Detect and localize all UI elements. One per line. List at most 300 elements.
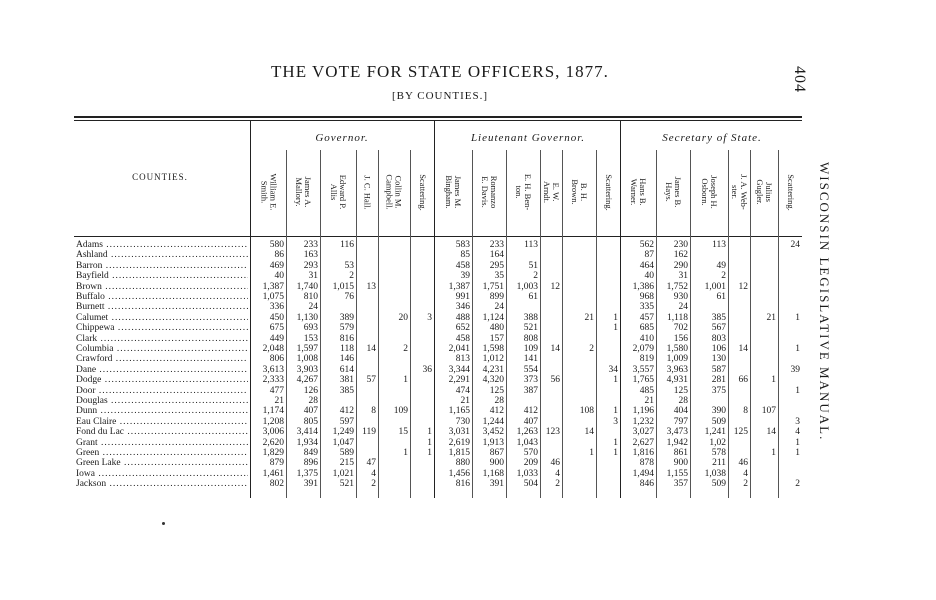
column-header-label: Joseph H. Osborn. <box>700 175 719 209</box>
vote-cell: 488 <box>455 312 470 323</box>
vote-cell: 123 <box>545 427 560 438</box>
column-header-label: Hans B. Warner. <box>629 178 648 206</box>
vote-cell: 375 <box>711 385 726 396</box>
column-header-3 <box>320 150 356 234</box>
vote-cell: 554 <box>523 364 538 375</box>
vote-cell: 879 <box>269 458 284 469</box>
vote-cell: 381 <box>339 375 354 386</box>
group-governor: Governor. <box>315 132 369 144</box>
vote-cell: 580 <box>269 240 284 250</box>
vote-cell: 1,740 <box>296 281 318 292</box>
vote-cell: 846 <box>639 479 654 490</box>
vote-cell: 35 <box>494 271 504 282</box>
vote-cell: 450 <box>269 312 284 323</box>
vote-cell: 968 <box>639 292 654 302</box>
vote-cell: 3,452 <box>482 427 504 438</box>
vote-cell: 2 <box>721 271 726 282</box>
vote-cell: 878 <box>639 458 654 469</box>
table-row-green-lake <box>74 458 802 468</box>
county-name: Brown ..... <box>76 282 248 292</box>
vote-cell: 1,174 <box>262 406 284 417</box>
vote-cell: 295 <box>489 260 504 271</box>
vote-cell: 474 <box>455 385 470 396</box>
column-header-label: James A. Mallory. <box>294 176 313 208</box>
vote-cell: 76 <box>344 292 354 302</box>
vote-cell: 1,165 <box>448 406 470 417</box>
vote-cell: 802 <box>269 479 284 490</box>
vote-cell: 209 <box>523 458 538 469</box>
vote-cell: 480 <box>489 323 504 334</box>
table-row-bayfield <box>74 271 802 281</box>
vote-cell: 896 <box>303 458 318 469</box>
vote-cell: 3,344 <box>448 364 470 375</box>
column-header-label: Edward P. Allis <box>329 174 348 210</box>
vote-cell: 36 <box>422 364 432 375</box>
vote-cell: 485 <box>639 385 654 396</box>
vote-cell: 587 <box>711 364 726 375</box>
vote-cell: 21 <box>644 396 654 406</box>
vote-cell: 2 <box>795 479 800 490</box>
vote-cell: 1,942 <box>666 437 688 448</box>
column-header-10 <box>540 150 562 234</box>
vote-cell: 1,249 <box>332 427 354 438</box>
vote-cell: 806 <box>269 354 284 365</box>
vote-cell: 2 <box>371 479 376 490</box>
vote-cell: 3,473 <box>666 427 688 438</box>
table-row-barron <box>74 261 802 271</box>
counties-header: COUNTIES. <box>132 172 188 182</box>
vote-cell: 1,038 <box>704 468 726 479</box>
vote-cell: 8 <box>743 406 748 417</box>
vote-cell: 346 <box>455 302 470 313</box>
vote-cell: 116 <box>340 240 354 250</box>
vote-cell: 504 <box>523 479 538 490</box>
table-row-jackson <box>74 479 802 489</box>
column-header-label: Scattering. <box>417 173 428 211</box>
column-header-18 <box>778 150 802 234</box>
county-name: Calumet ..... <box>76 313 248 323</box>
table-row-dodge <box>74 375 802 385</box>
vote-cell: 119 <box>362 427 376 438</box>
vote-cell: 900 <box>673 458 688 469</box>
vote-cell: 40 <box>274 271 284 282</box>
vote-cell: 570 <box>523 448 538 458</box>
vote-cell: 385 <box>711 312 726 323</box>
vote-cell: 388 <box>523 312 538 323</box>
vote-cell: 4,231 <box>482 364 504 375</box>
vote-cell: 1,021 <box>332 468 354 479</box>
vote-cell: 2 <box>349 271 354 282</box>
vote-cell: 4,320 <box>482 375 504 386</box>
vote-cell: 1,461 <box>262 468 284 479</box>
table-row-columbia <box>74 344 802 354</box>
vote-cell: 53 <box>344 260 354 271</box>
vote-cell: 3 <box>427 312 432 323</box>
vote-cell: 469 <box>269 260 284 271</box>
vote-cell: 1,386 <box>632 281 654 292</box>
column-header-15 <box>690 150 728 234</box>
column-header-label: Collin M. Campbell. <box>385 174 404 210</box>
vote-cell: 391 <box>489 479 504 490</box>
vote-cell: 1,130 <box>296 312 318 323</box>
county-name: Iowa ..... <box>76 469 248 479</box>
vote-cell: 162 <box>673 250 688 261</box>
vote-cell: 24 <box>308 302 318 313</box>
vote-cell: 153 <box>303 333 318 344</box>
table-row-clark <box>74 334 802 344</box>
vote-cell: 3 <box>613 416 618 427</box>
column-header-11 <box>562 150 596 234</box>
page-title: THE VOTE FOR STATE OFFICERS, 1877. <box>271 62 609 81</box>
vote-cell: 146 <box>339 354 354 365</box>
vote-cell: 130 <box>711 354 726 365</box>
vote-cell: 1 <box>771 448 776 458</box>
page-number: 404 <box>791 66 808 93</box>
vote-cell: 404 <box>673 406 688 417</box>
vote-cell: 991 <box>455 292 470 302</box>
county-name: Chippewa ..... <box>76 323 248 333</box>
vote-cell: 1 <box>403 448 408 458</box>
vote-cell: 31 <box>678 271 688 282</box>
vote-cell: 14 <box>766 427 776 438</box>
vote-cell: 3,557 <box>632 364 654 375</box>
vote-cell: 14 <box>550 344 560 354</box>
vote-cell: 1,196 <box>632 406 654 417</box>
vote-cell: 3,006 <box>262 427 284 438</box>
vote-cell: 597 <box>339 416 354 427</box>
vote-cell: 14 <box>738 344 748 354</box>
vote-cell: 458 <box>455 260 470 271</box>
vote-cell: 579 <box>339 323 354 334</box>
vote-cell: 164 <box>489 250 504 261</box>
column-header-8 <box>472 150 506 234</box>
table-top-rule <box>74 116 802 118</box>
vote-cell: 1 <box>427 448 432 458</box>
vote-cell: 39 <box>460 271 470 282</box>
vote-cell: 3,031 <box>448 427 470 438</box>
vote-cell: 730 <box>455 416 470 427</box>
vote-cell: 1,815 <box>448 448 470 458</box>
table-row-brown <box>74 282 802 292</box>
column-header-1 <box>250 150 286 234</box>
vote-cell: 15 <box>398 427 408 438</box>
vote-cell: 1 <box>613 323 618 334</box>
vote-cell: 13 <box>366 281 376 292</box>
column-header-5 <box>378 150 410 234</box>
table-row-crawford <box>74 354 802 364</box>
column-header-17 <box>750 150 778 234</box>
vote-cell: 880 <box>455 458 470 469</box>
vote-cell: 1 <box>795 344 800 354</box>
column-header-4 <box>356 150 378 234</box>
vote-cell: 4 <box>555 468 560 479</box>
vote-cell: 1,232 <box>632 416 654 427</box>
table-row-adams <box>74 240 802 250</box>
vote-cell: 675 <box>269 323 284 334</box>
vote-cell: 816 <box>455 479 470 490</box>
vote-cell: 20 <box>398 312 408 323</box>
county-name: Bayfield ..... <box>76 271 248 281</box>
county-name: Dane ..... <box>76 365 248 375</box>
county-name: Green Lake ..... <box>76 458 248 468</box>
vote-cell: 21 <box>274 396 284 406</box>
vote-cell: 464 <box>639 260 654 271</box>
table-row-green <box>74 448 802 458</box>
vote-cell: 24 <box>790 240 800 250</box>
county-name: Adams ..... <box>76 240 248 250</box>
vote-cell: 449 <box>269 333 284 344</box>
vote-cell: 1,124 <box>482 312 504 323</box>
vote-cell: 3,963 <box>666 364 688 375</box>
vote-cell: 1,02 <box>709 437 726 448</box>
column-header-7 <box>434 150 472 234</box>
vote-cell: 61 <box>716 292 726 302</box>
vote-cell: 412 <box>489 406 504 417</box>
vote-cell: 56 <box>550 375 560 386</box>
vote-cell: 86 <box>274 250 284 261</box>
vote-cell: 125 <box>673 385 688 396</box>
vote-cell: 21 <box>766 312 776 323</box>
table-row-calumet <box>74 313 802 323</box>
vote-cell: 46 <box>738 458 748 469</box>
table-top-rule-thin <box>74 120 802 121</box>
vote-cell: 3 <box>795 416 800 427</box>
table-row-door <box>74 386 802 396</box>
stray-mark <box>162 522 165 525</box>
county-name: Grant ..... <box>76 438 248 448</box>
vote-cell: 693 <box>303 323 318 334</box>
vote-cell: 336 <box>269 302 284 313</box>
vote-cell: 2 <box>743 479 748 490</box>
column-header-14 <box>656 150 690 234</box>
vote-cell: 702 <box>673 323 688 334</box>
vote-cell: 521 <box>339 479 354 490</box>
vote-cell: 2,627 <box>632 437 654 448</box>
vote-cell: 1 <box>795 385 800 396</box>
vote-cell: 126 <box>303 385 318 396</box>
vote-cell: 930 <box>673 292 688 302</box>
vote-cell: 118 <box>340 344 354 354</box>
column-header-label: E. H. Ben- ton. <box>514 173 534 211</box>
vote-cell: 509 <box>711 416 726 427</box>
vote-cell: 373 <box>523 375 538 386</box>
vote-cell: 1,829 <box>262 448 284 458</box>
table-row-eau-claire <box>74 417 802 427</box>
column-header-label: Scattering. <box>785 173 796 211</box>
vote-cell: 1,015 <box>332 281 354 292</box>
vote-cell: 813 <box>455 354 470 365</box>
vote-cell: 1 <box>795 312 800 323</box>
county-name: Eau Claire ..... <box>76 417 248 427</box>
vote-cell: 1,387 <box>448 281 470 292</box>
vote-cell: 1,816 <box>632 448 654 458</box>
vote-cell: 141 <box>523 354 538 365</box>
vote-cell: 1,263 <box>516 427 538 438</box>
vote-cell: 1,003 <box>516 281 538 292</box>
column-header-2 <box>286 150 320 234</box>
vote-cell: 39 <box>790 364 800 375</box>
vote-cell: 1,244 <box>482 416 504 427</box>
vote-cell: 14 <box>366 344 376 354</box>
column-header-label: E. W. Arndt. <box>542 181 561 203</box>
table-row-ashland <box>74 250 802 260</box>
table-row-dunn <box>74 406 802 416</box>
vote-cell: 21 <box>460 396 470 406</box>
county-name: Dunn ..... <box>76 406 248 416</box>
vote-cell: 3,027 <box>632 427 654 438</box>
vote-cell: 685 <box>639 323 654 334</box>
vote-cell: 61 <box>528 292 538 302</box>
vote-cell: 4,931 <box>666 375 688 386</box>
vote-cell: 281 <box>711 375 726 386</box>
vote-cell: 215 <box>339 458 354 469</box>
vote-cell: 1 <box>613 312 618 323</box>
vote-cell: 583 <box>455 240 470 250</box>
vote-cell: 1 <box>771 375 776 386</box>
vote-cell: 410 <box>639 333 654 344</box>
vote-cell: 2,333 <box>262 375 284 386</box>
vote-cell: 335 <box>639 302 654 313</box>
vote-cell: 509 <box>711 479 726 490</box>
column-header-label: James M. Bingham. <box>444 175 463 209</box>
vote-cell: 412 <box>523 406 538 417</box>
vote-cell: 2 <box>403 344 408 354</box>
vote-cell: 21 <box>584 312 594 323</box>
vote-cell: 1 <box>589 448 594 458</box>
vote-cell: 28 <box>494 396 504 406</box>
vote-cell: 24 <box>494 302 504 313</box>
vote-cell: 4 <box>743 468 748 479</box>
running-side-title: WISCONSIN LEGISLATIVE MANUAL. <box>817 162 832 442</box>
vote-cell: 290 <box>673 260 688 271</box>
vote-cell: 357 <box>673 479 688 490</box>
vote-cell: 1,241 <box>704 427 726 438</box>
county-name: Clark ..... <box>76 334 248 344</box>
vote-cell: 34 <box>608 364 618 375</box>
vote-cell: 3,613 <box>262 364 284 375</box>
vote-cell: 567 <box>711 323 726 334</box>
vote-cell: 1,047 <box>332 437 354 448</box>
vote-cell: 108 <box>579 406 594 417</box>
vote-cell: 1,168 <box>482 468 504 479</box>
vote-cell: 477 <box>269 385 284 396</box>
vote-cell: 87 <box>644 250 654 261</box>
vote-cell: 458 <box>455 333 470 344</box>
vote-cell: 805 <box>303 416 318 427</box>
vote-cell: 233 <box>489 240 504 250</box>
vote-cell: 808 <box>523 333 538 344</box>
vote-cell: 1,155 <box>666 468 688 479</box>
vote-cell: 85 <box>460 250 470 261</box>
county-name: Door ..... <box>76 386 248 396</box>
vote-cell: 849 <box>303 448 318 458</box>
county-name: Buffalo ..... <box>76 292 248 302</box>
vote-cell: 66 <box>738 375 748 386</box>
vote-cell: 4 <box>371 468 376 479</box>
vote-cell: 3,903 <box>296 364 318 375</box>
column-header-label: Scattering. <box>603 173 614 211</box>
group-secretary-of-state: Secretary of State. <box>620 129 803 147</box>
column-header-label: Julius Gugler. <box>755 179 774 205</box>
vote-cell: 156 <box>673 333 688 344</box>
vote-cell: 2,620 <box>262 437 284 448</box>
vote-cell: 12 <box>550 281 560 292</box>
vote-cell: 2,079 <box>632 344 654 354</box>
county-name: Ashland ..... <box>76 250 248 260</box>
vote-cell: 1 <box>613 406 618 417</box>
column-header-label: William E. Smith. <box>259 173 278 211</box>
column-header-label: James B. Hays. <box>664 176 683 208</box>
vote-cell: 2,048 <box>262 344 284 354</box>
vote-cell: 412 <box>339 406 354 417</box>
vote-cell: 457 <box>639 312 654 323</box>
vote-cell: 1,375 <box>296 468 318 479</box>
vote-cell: 1,008 <box>296 354 318 365</box>
vote-cell: 40 <box>644 271 654 282</box>
vote-cell: 2,041 <box>448 344 470 354</box>
table-row-fond-du-lac <box>74 427 802 437</box>
county-name: Dodge ..... <box>76 375 248 385</box>
vote-cell: 819 <box>639 354 654 365</box>
vote-cell: 389 <box>339 312 354 323</box>
vote-cell: 109 <box>393 406 408 417</box>
vote-cell: 803 <box>711 333 726 344</box>
vote-cell: 109 <box>523 344 538 354</box>
vote-cell: 652 <box>455 323 470 334</box>
vote-cell: 1,752 <box>666 281 688 292</box>
vote-cell: 2,619 <box>448 437 470 448</box>
table-row-iowa <box>74 469 802 479</box>
vote-cell: 28 <box>678 396 688 406</box>
vote-cell: 51 <box>528 260 538 271</box>
vote-cell: 1 <box>795 437 800 448</box>
vote-cell: 390 <box>711 406 726 417</box>
county-name: Fond du Lac ..... <box>76 427 248 437</box>
vote-cell: 810 <box>303 292 318 302</box>
vote-cell: 1,033 <box>516 468 538 479</box>
vote-cell: 1,009 <box>666 354 688 365</box>
table-row-chippewa <box>74 323 802 333</box>
vote-cell: 106 <box>711 344 726 354</box>
column-header-label: B. H. Brown. <box>570 179 589 205</box>
vote-cell: 578 <box>711 448 726 458</box>
vote-cell: 46 <box>550 458 560 469</box>
vote-cell: 589 <box>339 448 354 458</box>
vote-cell: 107 <box>761 406 776 417</box>
vote-cell: 1 <box>795 448 800 458</box>
vote-cell: 1 <box>613 437 618 448</box>
vote-cell: 1,913 <box>482 437 504 448</box>
column-header-13 <box>620 150 656 234</box>
vote-cell: 816 <box>339 333 354 344</box>
vote-cell: 1,075 <box>262 292 284 302</box>
vote-cell: 163 <box>303 250 318 261</box>
vote-cell: 614 <box>339 364 354 375</box>
vote-cell: 125 <box>733 427 748 438</box>
vote-cell: 293 <box>303 260 318 271</box>
vote-cell: 867 <box>489 448 504 458</box>
vote-cell: 1,118 <box>666 312 688 323</box>
vote-cell: 4,267 <box>296 375 318 386</box>
vote-cell: 49 <box>716 260 726 271</box>
vote-cell: 1,765 <box>632 375 654 386</box>
vote-cell: 2,291 <box>448 375 470 386</box>
table-row-burnett <box>74 302 802 312</box>
vote-cell: 1,494 <box>632 468 654 479</box>
vote-cell: 1 <box>613 375 618 386</box>
table-row-buffalo <box>74 292 802 302</box>
table-row-dane <box>74 365 802 375</box>
